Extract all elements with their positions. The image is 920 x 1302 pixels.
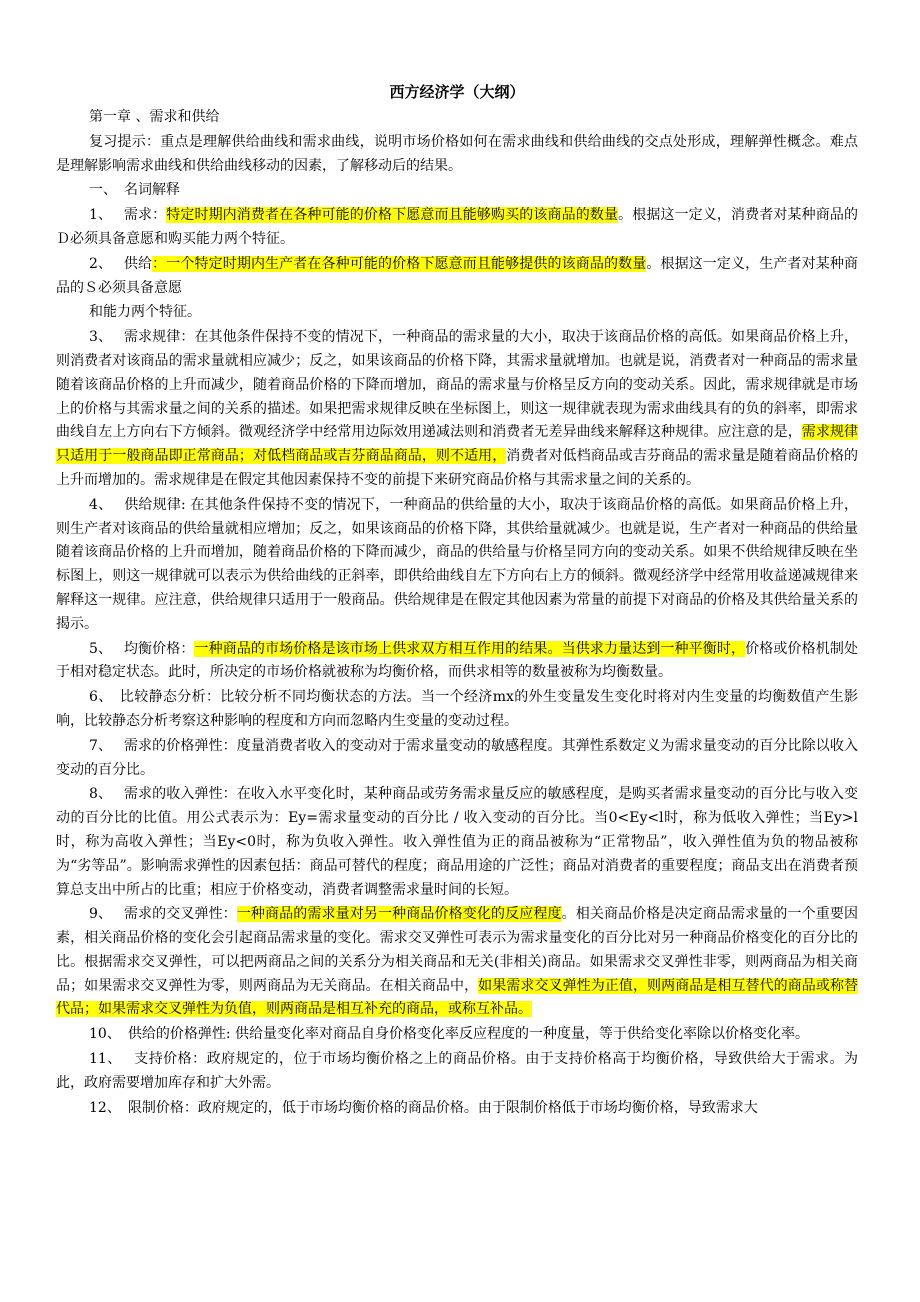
term-ceiling-price: 12、 限制价格：政府规定的，低于市场均衡价格的商品价格。由于限制价格低于市场均衡价格，导致需求大 [89, 1099, 758, 1116]
chapter-heading: 第一章 、需求和供给 [89, 109, 220, 125]
term-demand [56, 204, 858, 252]
highlighted-text: 特定时期内消费者在各种可能的价格下愿意而且能够购买的该商品的数量 [166, 207, 619, 224]
highlighted-text: 如果需求交叉弹性为正值，则两商品是相互替代的商品或称替代品；如果需求交叉弹性为负值，则两商品是相互补充的商品，或称互补品。 [56, 977, 859, 1018]
term-support-price: 11、 支持价格：政府规定的，位于市场均衡价格之上的商品价格。由于支持价格高于均衡价格，导致供给大于需求。为此，政府需要增加库存和扩大外需。 [56, 1051, 858, 1091]
highlighted-text: 需求规律只适用于一般商品即正常商品；对低档商品或吉芬商品商品，则不适用， [56, 424, 859, 465]
term-cross-elasticity [56, 903, 858, 1022]
term-equilibrium-price [56, 638, 858, 686]
document-title: 西方经济学（大纲） [389, 83, 525, 101]
term-label: 9、 需求的交叉弹性： [89, 906, 237, 923]
term-body: 。根据这一定义，消费者对某种商品的Ｄ必须具备意愿和购买能力两个特征。 [56, 207, 859, 247]
highlighted-text: ：一个特定时期内生产者在各种可能的价格下愿意而且能够提供的该商品的数量 [152, 255, 647, 272]
term-body: 。根据这一定义，生产者对某种商品的Ｓ必须具备意愿 [56, 255, 859, 296]
term-price-elasticity-demand: 7、 需求的价格弹性：度量消费者收入的变动对于需求量变动的敏感程度。其弹性系数定义为需求量变动的百分比除以收入变动的百分比。 [56, 737, 858, 778]
term-supply-continued: 和能力两个特征。 [89, 304, 201, 321]
highlighted-text: 一种商品的需求量对另一种商品价格变化的反应程度 [236, 906, 562, 923]
term-body: 3、 需求规律：在其他条件保持不变的情况下，一种商品的需求量的大小，取决于该商品价格的高低。如果商品价格上升，则消费者对该商品的需求量就相应减少；反之，如果该商品的价格下降，其需求量就增加。也就是说，消费者对一种商品的需求量随着该商品价格的上升而减少，随着商品价格的下降而增加，商品的需求量与价格呈反方向的变动关系。因此，需求规律就是市场上的价格与其需求量之间的关系的描述。如果把需求规律反映在坐标图上，则这一规律就表现为需求曲线具有的负的斜率，即需求曲线自左上方向右下方倾斜。微观经济学中经常用边际效用递减法则和消费者无差异曲线来解释这种规律。应注意的是， [56, 329, 858, 441]
highlighted-text: 一种商品的市场价格是该市场上供求双方相互作用的结果。当供求力量达到一种平衡时， [194, 640, 746, 657]
term-law-of-demand [56, 326, 858, 493]
term-comparative-statics: 6、 比较静态分析：比较分析不同均衡状态的方法。当一个经济mx的外生变量发生变化时将对内生变量的均衡数值产生影响，比较静态分析考察这种影响的程度和方向而忽略内生变量的变动过程。 [56, 689, 858, 729]
term-income-elasticity: 8、 需求的收入弹性：在收入水平变化时，某种商品或劳务需求量反应的敏感程度，是购买者需求量变动的百分比与收入变动的百分比的比值。用公式表示为：Ey=需求量变动的百分比 / 收入变动的百分比。当0<Ey<l时，称为低收入弹性；当Ey>l时，称为高收入弹性；当Ey<0时，称为负收入弹性。收入弹性值为正的商品被称为“正常物品”，收入弹性值为负的物品被称为“劣等品”。影响需求弹性的因素包括：商品可替代的程度；商品用途的广泛性；商品对消费者的重要程度；商品支出在消费者预算总支出中所占的比重；相应于价格变动，消费者调整需求量时间的长短。 [56, 786, 858, 898]
term-label: 2、 供给 [89, 255, 153, 272]
term-price-elasticity-supply: 10、 供给的价格弹性: 供给量变化率对商品自身价格变化率反应程度的一种度量，等于供给变化率除以价格变化率。 [89, 1026, 809, 1043]
review-hint: 复习提示：重点是理解供给曲线和需求曲线，说明市场价格如何在需求曲线和供给曲线的交点处形成，理解弹性概念。难点是理解影响需求曲线和供给曲线移动的因素，了解移动后的结果。 [56, 133, 858, 174]
term-body: 消费者对低档商品或吉芬商品的需求量是随着商品价格的上升而增加的。需求规律是在假定其他因素保持不变的前提下来研究商品价格与其需求量之间的关系的。 [56, 448, 859, 488]
term-body: 。相关商品价格是决定商品需求量的一个重要因素，相关商品价格的变化会引起商品需求量的变化。需求交叉弹性可表示为需求量变化的百分比对另一种商品价格变化的百分比的比。根据需求交叉弹性，可以把两商品之间的关系分为相关商品和无关(非相关)商品。如果需求交叉弹性非零，则两商品为相关商品；如果需求交叉弹性为零，则两商品为无关商品。在相关商品中， [56, 906, 859, 994]
term-label: 1、 需求： [89, 207, 167, 224]
term-body: 价格或价格机制处于相对稳定状态。此时，所决定的市场价格就被称为均衡价格，而供求相等的数量被称为均衡数量。 [56, 640, 859, 681]
term-law-of-supply: 4、 供给规律: 在其他条件保持不变的情况下，一种商品的供给量的大小，取决于该商品价格的高低。如果商品价格上升，则生产者对该商品的供给量就相应增加；反之，如果该商品的价格下降，其供给量就减少。也就是说，生产者对一种商品的供给量随着该商品价格的上升而增加，随着商品价格的下降而减少，商品的供给量与价格呈同方向的变动关系。如果不供给规律反映在坐标图上，则这一规律就可以表示为供给曲线的正斜率，即供给曲线自左下方向右上方的倾斜。微观经济学中经常用收益递减规律来解释这一规律。应注意，供给规律只适用于一般商品。供给规律是在假定其他因素为常量的前提下对商品的价格及其供给量关系的揭示。 [56, 496, 858, 632]
term-label: 5、 均衡价格： [89, 640, 195, 657]
term-supply [56, 253, 858, 301]
section-heading: 一、 名词解释 [89, 182, 180, 199]
